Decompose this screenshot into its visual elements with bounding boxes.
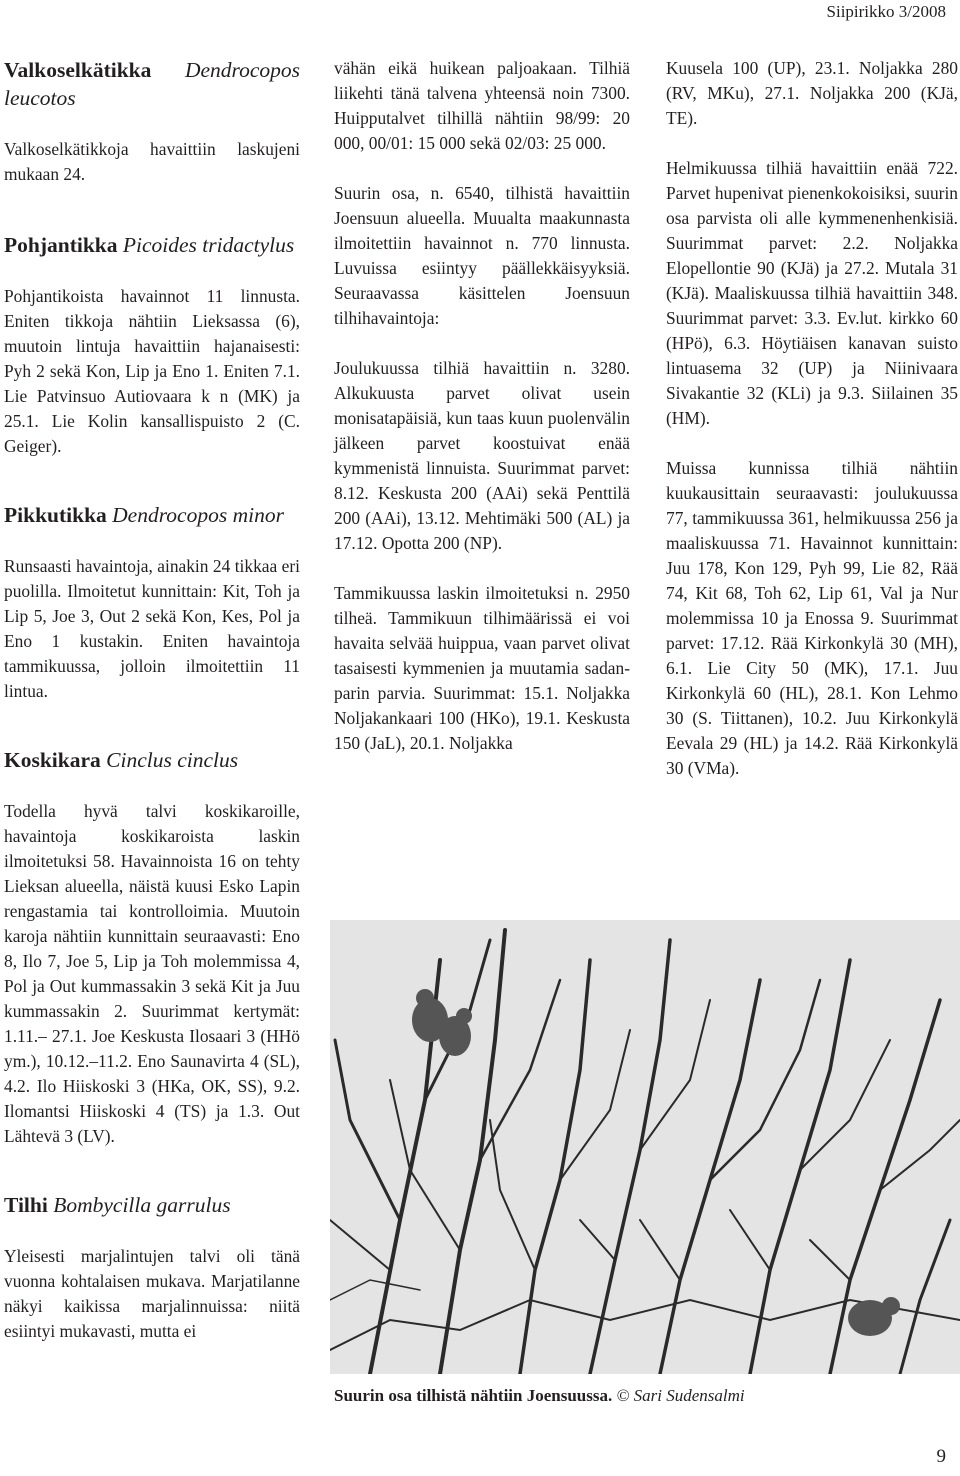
paragraph-tilhi-joensuu: Suurin osa, n. 6540, tilhistä havaittiin Joensuun alueella. Muualta maakunnasta ilmoitettiin havainnot n. 770 linnusta. Luvuissa esiintyy päällekkäisyyksiä. Seuraavassa käsittelen Joensuun tilhihavaintoja: (334, 183, 630, 328)
paragraph-tilhi-december: Joulukuussa tilhiä havaittiin n. 3280. Alkukuusta parvet olivat usein monisatapäisiä, kun taas kuun puolenvälin jälkeen parvet koostuivat enää kymmenistä linnuista. Suurimmat parvet: 8.12. Keskusta 200 (AAi) sekä Penttilä 200 (AAi), 13.12. Mehtimäki 500 (AL) ja 17.12. Opotta 200 (NP). (334, 358, 630, 553)
paragraph-tilhi-intro: vähän eikä huikean paljoakaan. Tilhiä liikehti tänä talvena yhteensä noin 7300. Huipputalvet tilhillä nähtiin 98/99: 20 000, 00/01: 15 000 sekä 02/03: 25 000. (334, 58, 630, 153)
magazine-issue-header: Siipirikko 3/2008 (826, 2, 946, 21)
heading-valkoselkatikka: Valkoselkätikka Dendrocopos leucotos (4, 58, 300, 110)
heading-koskikara: Koskikara Cinclus cinclus (4, 748, 239, 772)
paragraph-tilhi-january-cont: Kuusela 100 (UP), 23.1. Noljakka 280 (RV, MKu), 27.1. Noljakka 200 (KJä, TE). (666, 58, 958, 128)
heading-pikkutikka: Pikkutikka Dendrocopos minor (4, 503, 284, 527)
page-number: 9 (936, 1446, 946, 1467)
column-1 (4, 56, 300, 1344)
photo-caption (334, 1386, 745, 1406)
caption-text: Suurin osa tilhistä nähtiin Joensuussa. (334, 1386, 613, 1405)
heading-tilhi: Tilhi Bombycilla garrulus (4, 1193, 231, 1217)
paragraph-valkoselkatikka: Valkoselkätikkoja havaittiin laskujeni mukaan 24. (4, 139, 300, 184)
branches-with-birds-illustration (330, 920, 960, 1374)
column-2 (334, 56, 630, 756)
heading-pohjantikka: Pohjantikka Picoides tridactylus (4, 233, 295, 257)
paragraph-tilhi-feb-march: Helmikuussa tilhiä havaittiin enää 722. Parvet hupenivat pienenkokoisiksi, suurin osa parvista oli alle kymmenenhenkisiä. Suurimmat parvet: 2.2. Noljakka Elopellontie 90 (KJä) ja 27.2. Mutala 31 (KJä). Maaliskuussa tilhiä havaittiin 348. Suurimmat parvet: 3.3. Ev.lut. kirkko 60 (HPö), 6.3. Höytiäisen kanavan suisto lintuasema 32 (UP) ja Niinivaara Sivakantie 32 (KLi) ja 9.3. Siilainen 35 (HM). (666, 158, 958, 428)
paragraph-tilhi-january: Tammikuussa laskin ilmoitetuksi n. 2950 tilheä. Tammikuun tilhimäärissä ei voi havaita selvää huippua, vaan parvet olivat tasaisesti kymmenien ja muutamia sadan-parin parvia. Suurimmat: 15.1. Noljakka Noljakankaari 100 (HKo), 19.1. Keskusta 150 (JaL), 20.1. Noljakka (334, 583, 630, 753)
paragraph-pohjantikka: Pohjantikoista havainnot 11 linnusta. Eniten tikkoja nähtiin Lieksassa (6), muutoin lintuja havaittiin hajanaisesti: Pyh 2 sekä Kon, Lip ja Eno 1. Eniten 7.1. Lie Patvinsuo Autiovaara k n (MK) ja 25.1. Lie Kolin kansallispuisto 2 (C. Geiger). (4, 286, 300, 456)
paragraph-tilhi-start: Yleisesti marjalintujen talvi oli tänä vuonna kohtalaisen mukava. Marjatilanne näkyi kaikissa marjalinnuissa: niitä esiintyi mukavasti, mutta ei (4, 1246, 300, 1341)
paragraph-tilhi-other-municipalities: Muissa kunnissa tilhiä nähtiin kuukausittain seuraavasti: joulukuussa 77, tammikuussa 361, helmikuussa 256 ja maaliskuussa 71. Havainnot kunnittain: Juu 178, Kon 129, Pyh 99, Lie 82, Rää 74, Kit 68, Toh 62, Lip 61, Val ja Nur molemmissa 10 ja Enossa 9. Suurimmat parvet: 17.12. Rää Kirkonkylä 30 (MH), 6.1. Lie City 50 (MK), 17.1. Juu Kirkonkylä 60 (HL), 28.1. Kon Lehmo 30 (S. Tiittanen), 10.2. Juu Kirkonkylä Eevala 29 (HL) ja 14.2. Rää Kirkonkylä 30 (VMa). (666, 458, 958, 778)
column-3 (666, 56, 958, 781)
waxwing-photo (330, 920, 960, 1374)
paragraph-koskikara: Todella hyvä talvi koskikaroille, havaintoja koskikaroista laskin ilmoitetuksi 58. Havainnoista 16 on tehty Lieksan alueella, näistä kuusi Esko Lapin rengastamia tai kontrolloimia. Muutoin karoja nähtiin kunnittain seuraavasti: Eno 8, Ilo 7, Joe 5, Lip ja Toh molemmissa 4, Pol ja Out kummassakin 3 sekä Kit ja Juu kummassakin 2. Suurimmat kertymät: 1.11.– 27.1. Joe Keskusta Ilosaari 3 (HHö ym.), 10.12.–11.2. Eno Saunavirta 4 (SL), 4.2. Ilo Hiiskoski 3 (HKa, OK, SS), 9.2. Ilomantsi Hiiskoski 4 (TS) ja 1.3. Out Lähtevä 3 (LV). (4, 801, 300, 1146)
photo-credit: © Sari Sudensalmi (616, 1386, 745, 1405)
paragraph-pikkutikka: Runsaasti havaintoja, ainakin 24 tikkaa eri puolilla. Ilmoitetut kunnittain: Kit, Toh ja Lip 5, Joe 3, Out 2 sekä Kon, Kes, Pol ja Eno 1 kustakin. Eniten havaintoja tammikuussa, jolloin ilmoitettiin 11 lintua. (4, 556, 300, 701)
